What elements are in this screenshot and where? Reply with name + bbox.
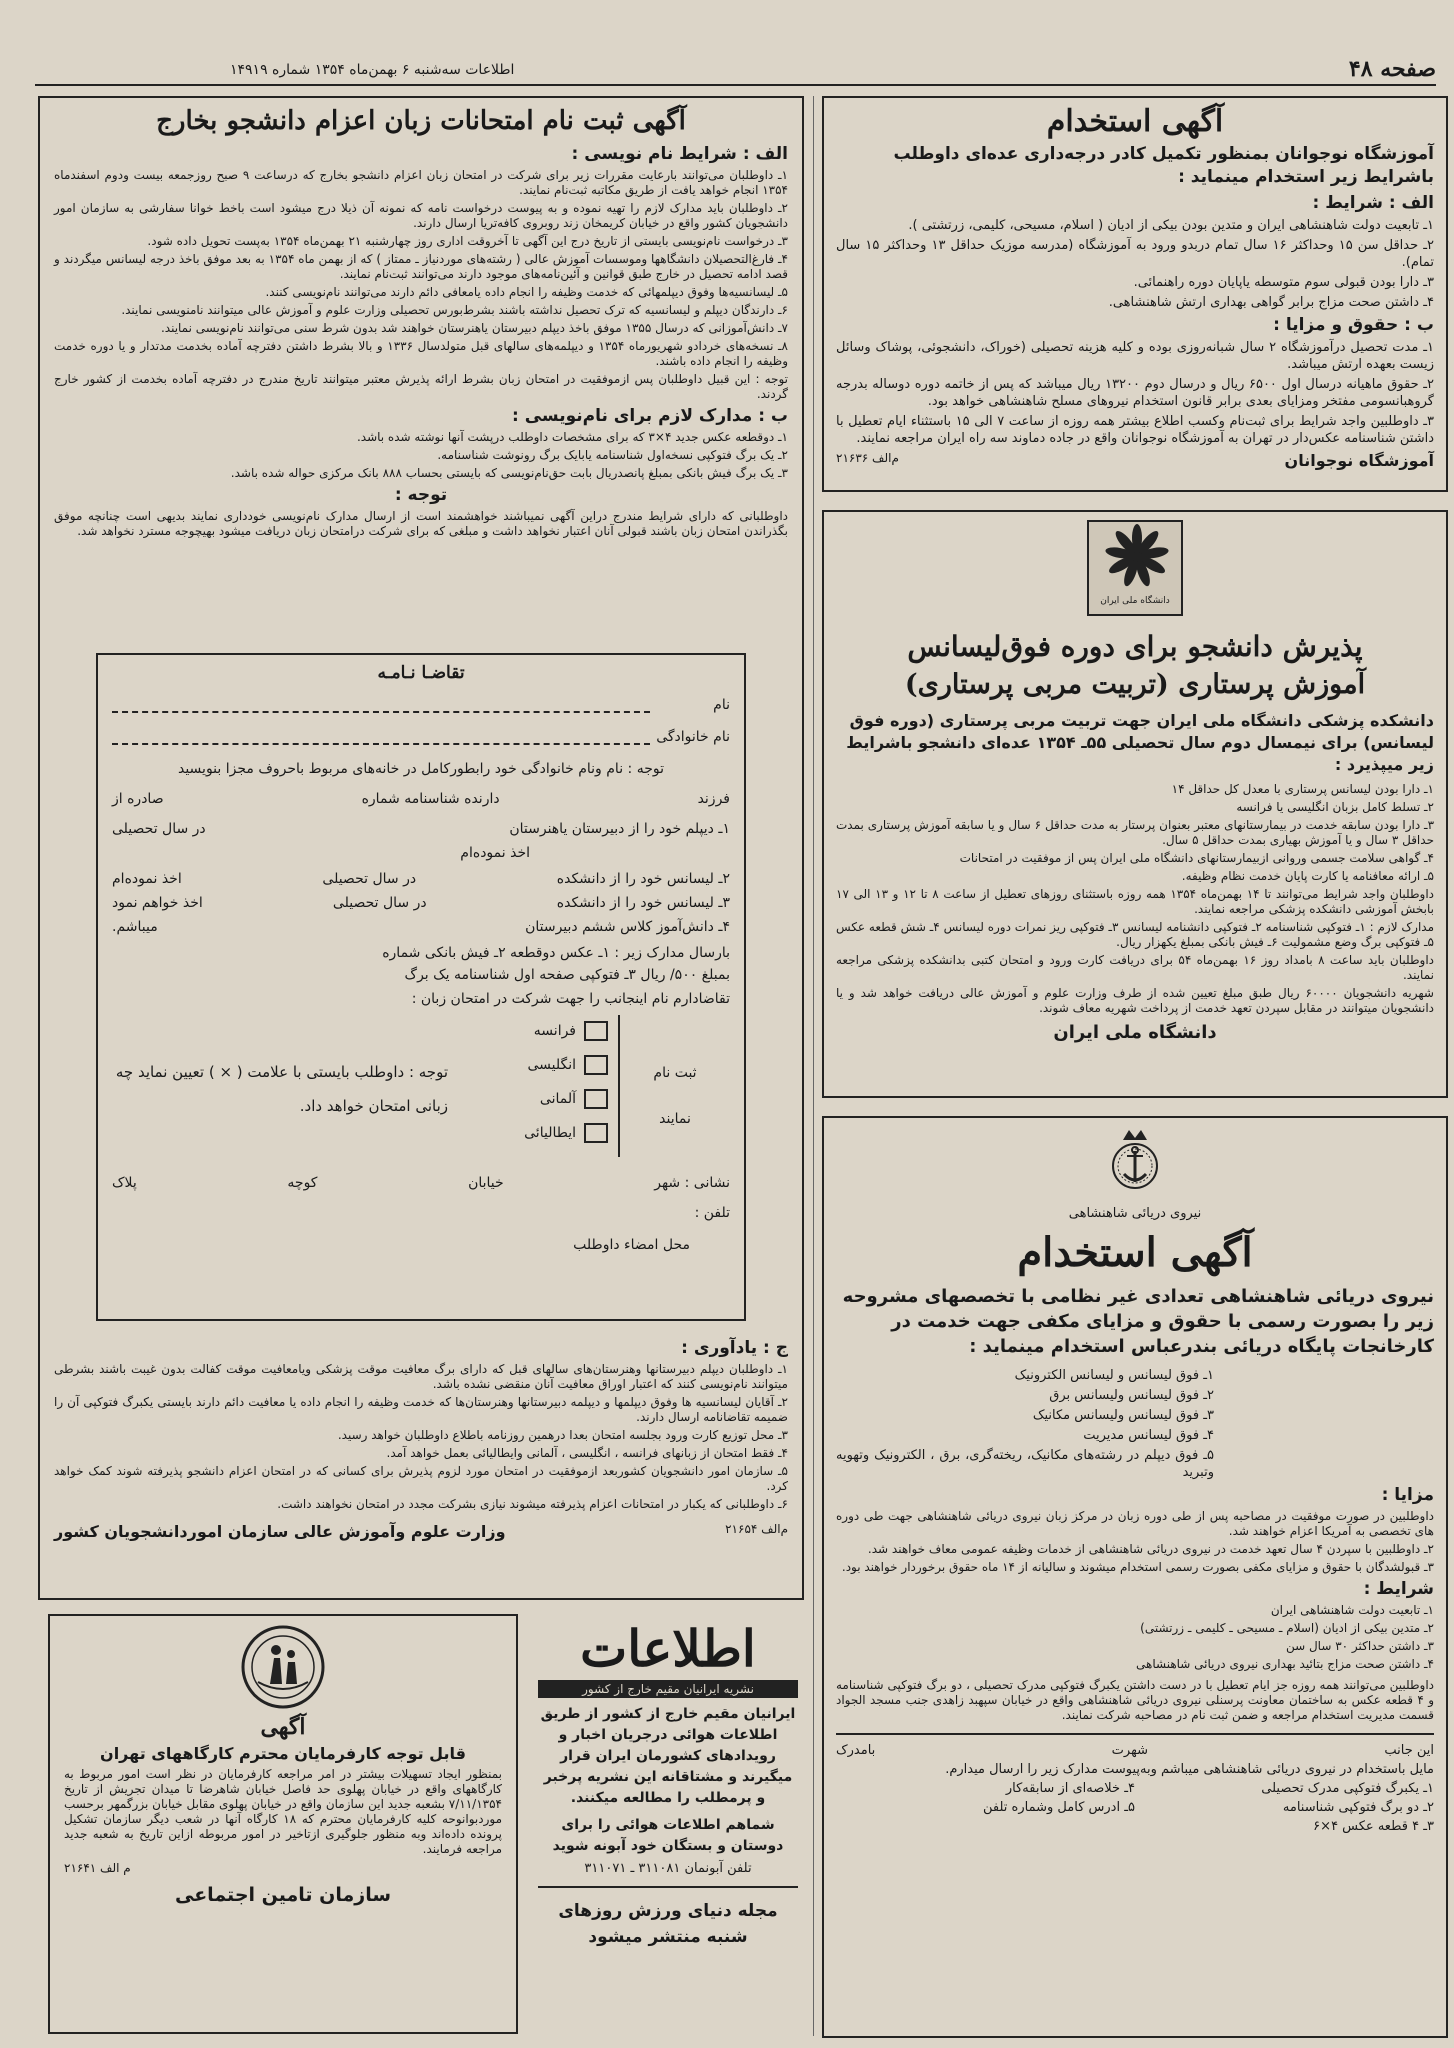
list-item: ۳ـ فوق لیسانس ولیسانس مکانیک	[1032, 1408, 1214, 1423]
list-item: ۳ـ یک برگ فیش بانکی بمبلغ پانصدریال بابت حق‌نام‌نویسی که بایستی بحساب ۸۸۸ بانک مرکزی حواله شده باشد.	[230, 466, 788, 480]
ad-exam-signature: وزارت علوم وآموزش عالی سازمان اموردانشجویان کشور	[54, 1522, 506, 1541]
ad-social-security	[48, 1614, 518, 2034]
family-field[interactable]	[112, 729, 650, 745]
form-label: در سال تحصیلی	[332, 895, 427, 911]
form-family-label: نام خانوادگی	[656, 729, 730, 745]
list-item: داوطلبان واجد شرایط می‌توانند تا ۱۴ بهمن‌ماه ۱۳۵۴ همه روزه باستثنای روزهای تعطیل از ساعت ۸ تا ۱۲ و ۱۳ الی ۱۷ بابخش آموزشی دانشکده پزشکی مراجعه نمایند.	[836, 887, 1435, 916]
list-item: ۱ـ یکبرگ فتوکپی مدرک تحصیلی	[1261, 1781, 1434, 1796]
page-number: صفحه ۴۸	[1348, 56, 1436, 82]
form-label: میباشم.	[112, 919, 158, 935]
list-item: ۴ـ داشتن صحت مزاج بتائید بهداری نیروی دریائی شاهنشاهی	[1136, 1657, 1434, 1671]
ad-youth-intro: آموزشگاه نوجوانان بمنظور تکمیل کادر درجه‌داری عده‌ای داوطلب باشرایط زیر استخدام مینماید :	[893, 144, 1434, 187]
ad-nursing-signature: دانشگاه ملی ایران	[1053, 1022, 1217, 1043]
lang-label: آلمانی	[539, 1091, 576, 1107]
ad-youth-code: م‌الف ۲۱۶۳۶	[836, 451, 899, 465]
list-item: ۳ـ داشتن حداکثر ۳۰ سال سن	[1285, 1639, 1434, 1653]
ad-nursing-list	[836, 782, 1434, 1016]
ad-navy-conditions	[836, 1603, 1434, 1672]
ad-navy-form	[836, 1741, 1434, 1836]
form-label: ۴ـ دانش‌آموز کلاس ششم دبیرستان	[525, 919, 730, 935]
name-field[interactable]	[112, 697, 650, 713]
list-item: ۴ـ فارغ‌التحصیلان دانشگاهها وموسسات آموزش عالی ( رشته‌های موردنیاز ـ ممتاز ) که از بهمن ماه ۱۳۵۴ به بعد موفق باخذ درجه لیسانس میگردند و قصد ادامه تحصیل در خارج طبق قوانین و آئین‌نامه‌های موجود دارند می‌توانند ثبت‌نام نمایند.	[54, 252, 788, 281]
list-item: ۳ـ قبولشدگان با حقوق و مزایای مکفی بصورت رسمی استخدام میشوند و سالیانه از ۱۴ ماه حقوق برخوردار خواهند بود.	[841, 1560, 1434, 1574]
university-logo	[1087, 520, 1183, 616]
list-item: ۷ـ دانش‌آموزانی که درسال ۱۳۵۵ موفق باخذ دیپلم دبیرستان یاهنرستان خواهند شد بدون شرط سنی می‌توانند نام‌نویسی نمایند.	[160, 321, 788, 335]
form-label: بارسال مدارک زیر : ۱ـ عکس دوقطعه ۲ـ فیش بانکی شماره	[382, 945, 730, 961]
form-label: شهرت	[1111, 1743, 1148, 1758]
checkbox-italian[interactable]	[584, 1123, 608, 1143]
ad-youth-a-list	[836, 217, 1434, 311]
list-item: ۱ـ تابعیت دولت شاهنشاهی ایران	[1270, 1603, 1434, 1617]
form-label: در سال تحصیلی	[322, 871, 417, 887]
ettelaat-body: ایرانیان مقیم خارج از کشور از طریق اطلاعات هوائی درجریان اخبار و رویدادهای کشورمان ایران قرار میگیرند و مشتاقانه این نشریه پرخبر و پرمطلب را مطالعه میکنند.	[540, 1706, 796, 1806]
form-label: تقاضادارم نام اینجانب را جهت شرکت در امتحان زبان :	[411, 991, 730, 1007]
ad-exam-note-title: توجه :	[394, 485, 448, 505]
ad-exam-sec-c: ج : یادآوری :	[681, 1338, 788, 1358]
list-item: ۲ـ حقوق ماهیانه درسال اول ۶۵۰۰ ریال و درسال دوم ۱۳۲۰۰ ریال میباشد که پس از خاتمه دوره دوساله بدرجه گروهبانسومی مفتخر ومزایای بعدی برابر قانون استخدام نیروهای مسلح شاهنشاهی خواهد بود.	[836, 377, 1434, 409]
list-item: ۴ـ داشتن صحت مزاج برابر گواهی بهداری ارتش شاهنشاهی.	[1108, 295, 1434, 310]
form-name-label: نام	[713, 697, 730, 713]
list-item: ۳ـ محل توزیع کارت ورود بجلسه امتحان بعدا درهمین روزنامه باطلاع داوطلبان خواهد رسید.	[337, 1428, 788, 1442]
form-label: صادره از	[112, 791, 164, 807]
language-options	[478, 1015, 620, 1157]
ad-youth-sec-a: الف : شرایط :	[1312, 193, 1434, 213]
list-item: ۵ـ سازمان امور دانشجویان کشوربعد ازموفقیت در امتحان مورد لزوم پذیرش برای کسانی که در امتحان اعزام دانشجو پذیرفته شوند کمک خواهد کرد.	[54, 1464, 788, 1493]
ettelaat-tagline: نشریه ایرانیان مقیم خارج از کشور	[538, 1680, 798, 1698]
list-item: ۱ـ دارا بودن لیسانس پرستاری با معدل کل حداقل ۱۴	[1171, 782, 1434, 796]
form-label: خیابان	[468, 1175, 504, 1191]
list-item: ۸ـ نسخه‌های خردادو شهریورماه ۱۳۵۴ و دیپلمه‌های سالهای قبل متولدسال ۱۳۳۶ و بالا بشرط داشتن دفترچه آماده بخدمت مدتدار و یا دوره خدمت وظیفه را انجام داده باشند.	[54, 339, 788, 368]
ad-social-body: بمنظور ایجاد تسهیلات بیشتر در امر مراجعه کارفرمایان در نظر است امور مربوط به کارگاههای واقع در خیابان پهلوی حد فاصل خیابان شاهرضا تا میدان تجریش از تاریخ ۷/۱۱/۱۳۵۴ بشعبه جدید این سازمان واقع در خیابان پهلوی مقابل خیابان بزرگمهر برحسب موردبوانوحه کلیه کارفرمایان محترم که ۱۸ کارگاه آنها در شعب دیگر سازمان تشکیل پرونده داده‌اند وبه منظور جلوگیری ازتاخیر در امور مربوطه ازاین تاریخ به شعبه جدید مراجعه فرمایند.	[64, 1767, 502, 1856]
ad-navy	[822, 1116, 1448, 2038]
ad-youth-b-list	[836, 339, 1434, 447]
list-item: ۱ـ مدت تحصیل درآموزشگاه ۲ سال شبانه‌روزی بوده و کلیه هزینه تحصیلی (خوراک، دانشجوئی، پوشاک وسائل زیست بعهده ارتش میباشد.	[836, 340, 1434, 372]
form-label: بامدرک	[836, 1743, 876, 1758]
column-divider	[813, 96, 814, 2036]
form-label: نمایند	[659, 1111, 691, 1127]
ad-exam-b-list	[54, 430, 788, 481]
list-item: ۶ـ دارندگان دیپلم و لیسانسیه که ترک تحصیل نداشته باشند بشرط‌بورس تحصیلی وزارت علوم و آموزش عالی میتوانند نامنویسی نمایند.	[121, 303, 788, 317]
form-label: اخذ نموده‌ام	[112, 871, 182, 887]
list-item: ۶ـ داوطلبانی که یکبار در امتحانات اعزام پذیرفته میشوند نیازی بشرکت مجدد در امتحان نخواهند داشت.	[277, 1497, 788, 1511]
list-item: ۲ـ دو برگ فتوکپی شناسنامه	[1282, 1800, 1434, 1815]
form-label: ۲ـ لیسانس خود را از دانشکده	[556, 871, 730, 887]
ad-social-title: آگهی	[260, 1714, 306, 1740]
list-item: ۱ـ تابعیت دولت شاهنشاهی ایران و متدین بودن بیکی از ادیان ( اسلام، مسیحی، کلیمی، زرتشتی ).	[908, 218, 1434, 233]
ad-exam-code: م‌الف ۲۱۶۵۴	[725, 1522, 788, 1536]
ad-navy-benefits-title: مزایا :	[1381, 1485, 1434, 1505]
ettelaat-phones: تلفن آبونمان ۳۱۱۰۸۱ ـ ۳۱۱۰۷۱	[584, 1861, 752, 1876]
ad-nursing-subtitle: آموزش پرستاری (تربیت مربی پرستاری)	[904, 669, 1366, 700]
ad-navy-note: داوطلبین می‌توانند همه روزه جز ایام تعطیل با در دست داشتن یکبرگ فتوکپی مدرک تحصیلی ، دو برگ فتوکپی شناسنامه و ۴ قطعه عکس به ساختمان معاونت پرسنلی نیروی دریائی شاهنشاهی واقع در خیابان سپهبد زاهدی جنب مسجد الجواد قسمت مدیریت استخدام مراجعه و ضمن ثبت نام در مصاحبه شرکت نمایند.	[836, 1678, 1435, 1722]
list-item: ۲ـ یک برگ فتوکپی نسخه‌اول شناسنامه یابایک برگ رونوشت شناسنامه.	[437, 448, 788, 462]
ad-exam-sec-a: الف : شرایط نام نویسی :	[571, 144, 788, 164]
ad-nursing	[822, 510, 1448, 1098]
ad-exam-c-list	[54, 1362, 788, 1512]
ad-youth-signature: آموزشگاه نوجوانان	[1284, 451, 1434, 470]
list-item: ۳ـ ۴ قطعه عکس ۴×۶	[1313, 1819, 1434, 1834]
list-item: ۴ـ فقط امتحان از زبانهای فرانسه ، انگلیسی ، آلمانی وایطالیائی بعمل خواهد آمد.	[386, 1446, 788, 1460]
navy-emblem	[836, 1126, 1434, 1206]
list-item: ۴ـ گواهی سلامت جسمی وروانی ازبیمارستانهای دانشگاه ملی ایران پس از موفقیت در امتحانات	[959, 851, 1434, 865]
list-item: ۵ـ ارائه معافنامه یا کارت پایان خدمت نظام وظیفه.	[1181, 869, 1434, 883]
form-label: نشانی : شهر	[654, 1175, 730, 1191]
list-item: شهریه دانشجویان ۶۰۰۰۰ ریال طبق مبلغ تعیین شده از طرف وزارت علوم و آموزش عالی دریافت خواهد شد و یا دانشجویان میتوانند در مقابل سپردن تعهد خدمت از پرداخت شهریه معاف شوند.	[836, 986, 1434, 1015]
checkbox-french[interactable]	[584, 1021, 608, 1041]
lang-label: انگلیسی	[527, 1057, 576, 1073]
ad-ettelaat-air	[532, 1614, 804, 2034]
social-security-logo	[64, 1624, 502, 1714]
list-item: ۳ـ دارا بودن قبولی سوم متوسطه یاپایان دوره راهنمائی.	[1133, 275, 1434, 290]
ad-exam-note: داوطلبانی که دارای شرایط مندرج دراین آگهی نمیباشند خواهشمند است از ارسال مدارک نام‌نویسی خودداری نمایند بدیهی است چنانچه موفق بگذراندن امتحان زبان باشند قبولی آنان اعتبار نخواهد داشت و مبلغی که برای شرکت درامتحان زبان دریافت میشود بهیچوجه مسترد نخواهد شد.	[54, 509, 788, 538]
list-item: مدارک لازم : ۱ـ فتوکپی شناسنامه ۲ـ فتوکپی دانشنامه لیسانس ۳ـ فتوکپی ریز نمرات دوره لیسانس ۴ـ شش قطعه عکس ۵ـ فتوکپی برگ وضع مشمولیت ۶ـ فیش بانکی بمبلغ یکهزار ریال.	[836, 920, 1435, 949]
ad-youth-school	[822, 96, 1448, 492]
ad-nursing-intro: دانشکده پزشکی دانشگاه ملی ایران جهت تربیت مربی پرستاری (دوره فوق لیسانس) برای نیمسال دوم سال تحصیلی ۵۵ـ ۱۳۵۴ عده‌ای دانشجو باشرایط زیر میپذیرد :	[846, 711, 1434, 774]
ad-exam-title: آگهی ثبت نام امتحانات زبان اعزام دانشجو بخارج	[156, 106, 686, 136]
ad-nursing-title: پذیرش دانشجو برای دوره فوق‌لیسانس	[907, 630, 1363, 663]
logo-caption: دانشگاه ملی ایران	[1100, 596, 1170, 606]
list-item: ۱ـ داوطلبان دیپلم دبیرستانها وهنرستان‌های سالهای قبل که دارای برگ معافیت موقت پزشکی ویامعافیت موقت کفالت بدون غیبت باشند بشرطی میتوانند نام‌نویسی کنند که اعتبار اوراق معافیت آنان منقضی نشده باشد.	[54, 1362, 788, 1391]
list-item: ۲ـ متدین بیکی از ادیان (اسلام ـ مسیحی ـ کلیمی ـ زرتشتی)	[1140, 1621, 1434, 1635]
flower-emblem-icon	[1093, 522, 1181, 592]
list-item: ۱ـ داوطلبان می‌توانند بارعایت مقررات زیر برای شرکت در امتحان زبان اعزام دانشجو بخارج که درساعت ۹ صبح روزجمعه بیست ودوم اسفندماه ۱۳۵۴ انجام خواهد یافت از طریق مکاتبه ثبت‌نام نمایند.	[54, 168, 788, 197]
lang-label: ایطالیائی	[524, 1125, 576, 1141]
checkbox-german[interactable]	[584, 1089, 608, 1109]
form-label: بمبلغ ۵۰۰/ ریال ۳ـ فتوکپی صفحه اول شناسنامه یک برگ	[404, 967, 730, 983]
ad-youth-title: آگهی استخدام	[1046, 104, 1224, 139]
ad-youth-sec-b: ب : حقوق و مزایا :	[1273, 315, 1434, 335]
form-label: پلاک	[112, 1175, 137, 1191]
ad-navy-benefits	[836, 1509, 1434, 1575]
form-note: توجه : داوطلب بایستی با علامت ( × ) تعیین نماید چه زبانی امتحان خواهد داد.	[115, 1063, 448, 1115]
list-item: ۴ـ خلاصه‌ای از سابقه‌کار	[1005, 1781, 1135, 1796]
list-item: ۵ـ ادرس کامل وشماره تلفن	[983, 1800, 1135, 1815]
ad-navy-specialties	[836, 1367, 1434, 1481]
ad-navy-intro: نیروی دریائی شاهنشاهی تعدادی غیر نظامی با تخصصهای مشروحه زیر را بصورت رسمی با حقوق و مزایای مکفی جهت خدمت در کارخانجات پایگاه دریائی بندرعباس استخدام مینماید :	[842, 1286, 1434, 1357]
application-form	[96, 653, 746, 1321]
signature-label: محل امضاء داوطلب	[573, 1237, 690, 1253]
form-label: اخذ نموده‌ام	[460, 845, 530, 861]
form-label: این جانب	[1384, 1743, 1434, 1758]
dateline: اطلاعات سه‌شنبه ۶ بهمن‌ماه ۱۳۵۴ شماره ۱۴۹۱۹	[230, 62, 515, 78]
list-item: ۲ـ تسلط کامل بزبان انگلیسی یا فرانسه	[1236, 800, 1434, 814]
ad-exam-a-list	[54, 168, 788, 402]
list-item: توجه : این قبیل داوطلبان پس ازموفقیت در امتحان زبان بشرط ارائه پذیرش معتبر میتوانند تاریخ مندرج در دفترچه آماده بخدمت از کشور خارج گردند.	[54, 372, 788, 401]
list-item: ۲ـ آقایان لیسانسیه ها وفوق دیپلمها و دیپلمه دبیرستانها وهنرستان‌ها که خدمت وظیفه را انجام داده یا معافیت دائم دارند بایستی یکبرگ فتوکپی آن را ضمیمه تقاضانامه ارسال دارند.	[54, 1395, 788, 1424]
lang-label: فرانسه	[533, 1023, 576, 1039]
form-label: ۳ـ لیسانس خود را از دانشکده	[556, 895, 730, 911]
divider	[836, 1733, 1434, 1735]
form-label: کوچه	[287, 1175, 318, 1191]
list-item: ۳ـ درخواست نام‌نویسی بایستی از تاریخ درج این آگهی تا آخروقت اداری روز چهارشنبه ۲۱ بهمن‌ماه ۱۳۵۴ به‌پست تحویل داده شود.	[147, 234, 788, 248]
list-item: ۴ـ فوق لیسانس مدیریت	[1083, 1428, 1214, 1443]
list-item: ۱ـ دوقطعه عکس جدید ۴×۳ که برای مشخصات داوطلب درپشت آنها نوشته شده باشد.	[356, 430, 788, 444]
form-label: ثبت نام	[653, 1065, 697, 1081]
list-item: ۲ـ داوطلبین با سپردن ۴ سال تعهد خدمت در نیروی دریائی شاهنشاهی از خدمات وظیفه عمومی معاف خواهند شد.	[867, 1542, 1434, 1556]
divider	[538, 1886, 798, 1888]
navy-caption: نیروی دریائی شاهنشاهی	[1068, 1206, 1202, 1221]
form-label: در سال تحصیلی	[112, 821, 206, 837]
form-title: تقاضـا نـامـه	[377, 663, 465, 683]
checkbox-english[interactable]	[584, 1055, 608, 1075]
list-item: داوطلبین در صورت موفقیت در مصاحبه پس از طی دوره زبان در مرکز زبان نیروی دریائی شاهنشاهی جهت طی دوره های تخصصی به آمریکا اعزام خواهند شد.	[836, 1509, 1434, 1538]
list-item: ۲ـ حداقل سن ۱۵ وحداکثر ۱۶ سال تمام دربدو ورود به آموزشگاه (مدرسه موزیک حداقل ۱۳ وحداکثر ۱۵ سال تمام).	[836, 238, 1434, 270]
ad-social-signature: سازمان تامین اجتماعی	[174, 1884, 392, 1906]
list-item: ۱ـ فوق لیسانس و لیسانس الکترونیک	[1014, 1368, 1214, 1383]
ad-social-code: م الف ۲۱۶۴۱	[64, 1861, 131, 1875]
ettelaat-masthead: اطلاعات	[580, 1619, 756, 1678]
form-text: مایل باستخدام در نیروی دریائی شاهنشاهی میباشم وبه‌پیوست مدارک زیر را ارسال میدارم.	[945, 1762, 1434, 1777]
sports-magazine-note: مجله دنیای ورزش روزهای شنبه منتشر میشود	[558, 1901, 778, 1947]
ad-exam-registration	[38, 96, 804, 1600]
ad-social-subtitle: قابل توجه کارفرمایان محترم کارگاههای تهران	[100, 1744, 466, 1763]
list-item: داوطلبان باید ساعت ۸ بامداد روز ۱۶ بهمن‌ماه ۵۴ برای دریافت کارت ورود و امتحان کتبی بدانشکده پزشکی مراجعه نمایند.	[836, 953, 1435, 982]
social-security-emblem-icon	[228, 1624, 338, 1710]
ettelaat-cta: شماهم اطلاعات هوائی را برای دوستان و بستگان خود آبونه شوید	[552, 1817, 784, 1854]
form-label: فرزند	[697, 791, 730, 807]
list-item: ۳ـ داوطلبین واجد شرایط برای ثبت‌نام وکسب اطلاع بیشتر همه روزه از ساعت ۷ الی ۱۵ باستثناء ایام تعطیل با داشتن شناسنامه عکس‌دار در تهران به آموزشگاه نوجوانان واقع در جاده دماوند سه راه ایران مراجعه نمایند.	[836, 414, 1434, 446]
form-instruction: توجه : نام ونام خانوادگی خود رابطورکامل در خانه‌های مربوط باحروف مجزا بنویسید	[177, 761, 664, 777]
form-label: دارنده شناسنامه شماره	[361, 791, 500, 807]
list-item: ۳ـ دارا بودن سابقه خدمت در بیمارستانهای معتبر بعنوان پرستار به مدت حداقل ۶ سال و یا سابقه آموزش پرستاری بمدت حداقل ۳ سال و یا آموزش بهیاری بمدت حداقل ۵ سال.	[836, 818, 1435, 847]
form-label: تلفن :	[694, 1205, 730, 1221]
form-label: اخذ خواهم نمود	[112, 895, 203, 911]
ad-navy-title: آگهی استخدام	[1017, 1229, 1253, 1276]
ad-navy-conditions-title: شرایط :	[1363, 1579, 1434, 1599]
ad-exam-sec-b: ب : مدارک لازم برای نام‌نویسی :	[512, 406, 788, 426]
list-item: ۲ـ داوطلبان باید مدارک لازم را تهیه نموده و به پیوست درخواست نامه که نمونه آن ذیلا درج میشود است باخط خوانا سفارشی به سازمان امور دانشجویان کشور واقع در خیابان کریمخان زند روبروی کافه‌تریا ارسال دارند.	[54, 201, 788, 230]
list-item: ۵ـ لیسانسیه‌ها وفوق دیپلمهائی که خدمت وظیفه را انجام داده یامعافی دائم دارند می‌توانند نام‌نویسی کنند.	[265, 285, 788, 299]
anchor-crown-icon	[1095, 1126, 1175, 1202]
list-item: ۵ـ فوق دیپلم در رشته‌های مکانیک، ریخته‌گری، برق ، الکترونیک وتهویه وتبرید	[836, 1448, 1214, 1480]
header-rule	[35, 84, 1436, 86]
form-label: ۱ـ دیپلم خود را از دبیرستان یاهنرستان	[509, 821, 730, 837]
list-item: ۲ـ فوق لیسانس ولیسانس برق	[1049, 1388, 1214, 1403]
